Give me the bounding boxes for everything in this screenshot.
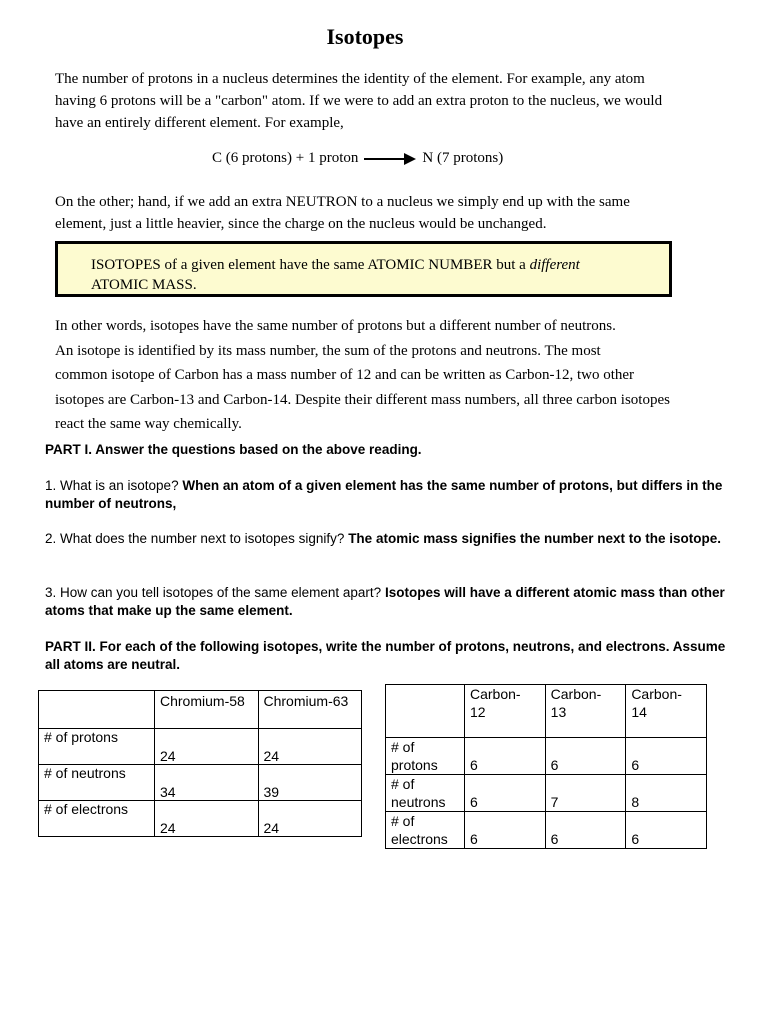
chromium-table [38, 690, 362, 837]
table-header-cell [39, 691, 155, 729]
row-label: # of neutrons [386, 775, 465, 812]
table-cell[interactable]: 6 [545, 738, 626, 775]
definition-box [55, 241, 672, 297]
table-row [39, 729, 362, 765]
equation [212, 150, 503, 167]
definition-text: ISOTOPES of a given element have the same ATOMIC NUMBER but a [91, 257, 526, 273]
table-row [386, 738, 707, 775]
table-header-cell: Chromium-58 [155, 691, 259, 729]
table-header-cell [386, 685, 465, 738]
explanation-line: In other words, isotopes have the same number of protons but a different number of neutrons. [55, 318, 616, 334]
question-text: 1. What is an isotope? [45, 478, 179, 493]
row-label: # of electrons [39, 801, 155, 837]
question-1 [45, 477, 735, 513]
table-cell[interactable]: 6 [545, 812, 626, 849]
row-label: # of electrons [386, 812, 465, 849]
table-header-cell: Carbon- 13 [545, 685, 626, 738]
explanation-paragraph [55, 314, 745, 437]
answer-text[interactable]: When an atom of a given element has the same number of protons, but differs in the number of neutrons, [45, 478, 723, 511]
part2-heading: PART II. For each of the following isotopes, write the number of protons, neutrons, and electrons. Assume all atoms are neutral. [45, 639, 726, 672]
row-label: # of neutrons [39, 765, 155, 801]
table-cell[interactable]: 6 [465, 812, 546, 849]
carbon-table [385, 684, 707, 849]
table-row [39, 765, 362, 801]
equation-left: C (6 protons) + 1 proton [212, 150, 359, 166]
table-cell[interactable]: 24 [155, 729, 259, 765]
table-header-cell: Chromium-63 [258, 691, 362, 729]
table-header-cell: Carbon- 14 [626, 685, 707, 738]
table-cell[interactable]: 24 [258, 801, 362, 837]
table-header-row [39, 691, 362, 729]
question-2 [45, 530, 735, 548]
explanation-line: react the same way chemically. [55, 416, 242, 432]
question-text: 3. How can you tell isotopes of the same element apart? [45, 585, 382, 600]
table-cell[interactable]: 24 [155, 801, 259, 837]
table-cell[interactable]: 6 [626, 812, 707, 849]
explanation-line: An isotope is identified by its mass number, the sum of the protons and neutrons. The most [55, 342, 601, 359]
table-cell[interactable]: 6 [626, 738, 707, 775]
table-cell[interactable]: 6 [465, 738, 546, 775]
page-title: Isotopes [326, 24, 404, 49]
question-3 [45, 584, 735, 620]
neutron-paragraph: On the other; hand, if we add an extra NEUTRON to a nucleus we simply end up with the same element, just a little heavier, since the charge on the nucleus would be unchanged. [55, 194, 630, 232]
row-label: # of protons [386, 738, 465, 775]
definition-text-2: ATOMIC MASS. [91, 277, 197, 293]
intro-paragraph: The number of protons in a nucleus determines the identity of the element. For example, any atom having 6 protons will be a "carbon" atom. If we were to add an extra proton to the nucleus, we would have an entirely different element. For example, [55, 71, 663, 131]
table-row [39, 801, 362, 837]
part1-heading: PART I. Answer the questions based on the above reading. [45, 442, 422, 457]
table-cell[interactable]: 24 [258, 729, 362, 765]
table-cell[interactable]: 34 [155, 765, 259, 801]
definition-italic: different [529, 257, 580, 273]
equation-right: N (7 protons) [422, 150, 504, 166]
table-header-cell: Carbon- 12 [465, 685, 546, 738]
answer-text[interactable]: Isotopes will have a different atomic mass than other atoms that make up the same element. [45, 585, 725, 618]
explanation-line: isotopes are Carbon-13 and Carbon-14. Despite their different mass numbers, all three carbon isotopes [55, 391, 670, 408]
table-header-row [386, 685, 707, 738]
arrow-right-icon [364, 152, 416, 166]
table-cell[interactable]: 39 [258, 765, 362, 801]
table-cell[interactable]: 7 [545, 775, 626, 812]
answer-text[interactable]: The atomic mass signifies the number next to the isotope. [348, 531, 722, 546]
table-cell[interactable]: 6 [465, 775, 546, 812]
question-text: 2. What does the number next to isotopes signify? [45, 531, 345, 546]
table-cell[interactable]: 8 [626, 775, 707, 812]
explanation-line: common isotope of Carbon has a mass number of 12 and can be written as Carbon-12, two other [55, 367, 635, 383]
table-row [386, 775, 707, 812]
table-row [386, 812, 707, 849]
row-label: # of protons [39, 729, 155, 765]
